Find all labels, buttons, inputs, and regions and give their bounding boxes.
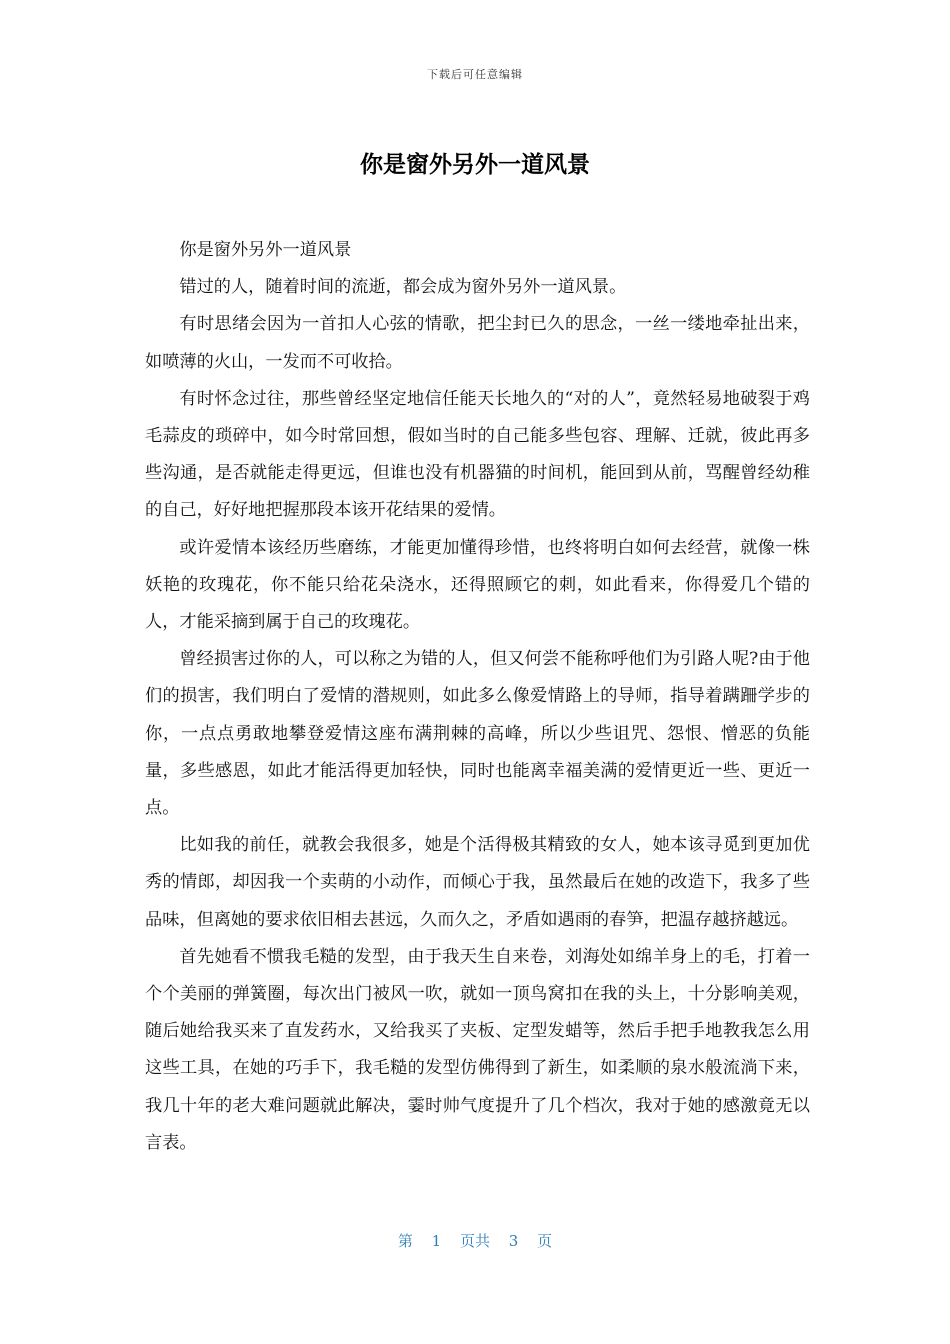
page-footer: 第 1 页共 3 页: [397, 1232, 553, 1250]
paragraph-6: 曾经损害过你的人，可以称之为错的人，但又何尝不能称呼他们为引路人呢?由于他们的损害，我们明白了爱情的潜规则，如此多么像爱情路上的导师，指导着蹒跚学步的你，一点点勇敢地攀登爱情这座布满荆棘的高峰，所以少些诅咒、怨恨、憎恶的负能量，多些感恩，如此才能活得更加轻快，同时也能离幸福美满的爱情更近一些、更近一点。: [145, 649, 810, 819]
document-title: 你是窗外另外一道风景: [360, 152, 590, 178]
paragraph-4: 有时怀念过往，那些曾经坚定地信任能天长地久的“对的人”，竟然轻易地破裂于鸡毛蒜皮的琐碎中，如今时常回想，假如当时的自己能多些包容、理解、迁就，彼此再多些沟通，是否就能走得更远，但谁也没有机器猫的时间机，能回到从前，骂醒曾经幼稚的自己，好好地把握那段本该开花结果的爱情。: [145, 388, 810, 521]
paragraph-7: 比如我的前任，就教会我很多，她是个活得极其精致的女人，她本该寻觅到更加优秀的情郎，却因我一个卖萌的小动作，而倾心于我，虽然最后在她的改造下，我多了些品味，但离她的要求依旧相去甚远，久而久之，矛盾如遇雨的春笋，把温存越挤越远。: [145, 835, 810, 930]
paragraph-2: 错过的人，随着时间的流逝，都会成为窗外另外一道风景。: [179, 277, 627, 298]
header-note: 下载后可任意编辑: [427, 68, 523, 81]
paragraph-1: 你是窗外另外一道风景: [179, 240, 352, 260]
paragraph-8: 首先她看不惯我毛糙的发型，由于我天生自来卷，刘海处如绵羊身上的毛，打着一个个美丽的弹簧圈，每次出门被风一吹，就如一顶鸟窝扣在我的头上，十分影响美观，随后她给我买来了直发药水，又给我买了夹板、定型发蜡等，然后手把手地教我怎么用这些工具，在她的巧手下，我毛糙的发型仿佛得到了新生，如柔顺的泉水般流淌下来，我几十年的老大难问题就此解决，霎时帅气度提升了几个档次，我对于她的感激竟无以言表。: [145, 946, 810, 1153]
paragraph-5: 或许爱情本该经历些磨练，才能更加懂得珍惜，也终将明白如何去经营，就像一株妖艳的玫瑰花，你不能只给花朵浇水，还得照顾它的刺，如此看来，你得爱几个错的人，才能采摘到属于自己的玫瑰花。: [145, 537, 810, 633]
document-body: [145, 232, 810, 1162]
paragraph-3: 有时思绪会因为一首扣人心弦的情歌，把尘封已久的思念，一丝一缕地牵扯出来，如喷薄的火山，一发而不可收拾。: [145, 314, 810, 372]
